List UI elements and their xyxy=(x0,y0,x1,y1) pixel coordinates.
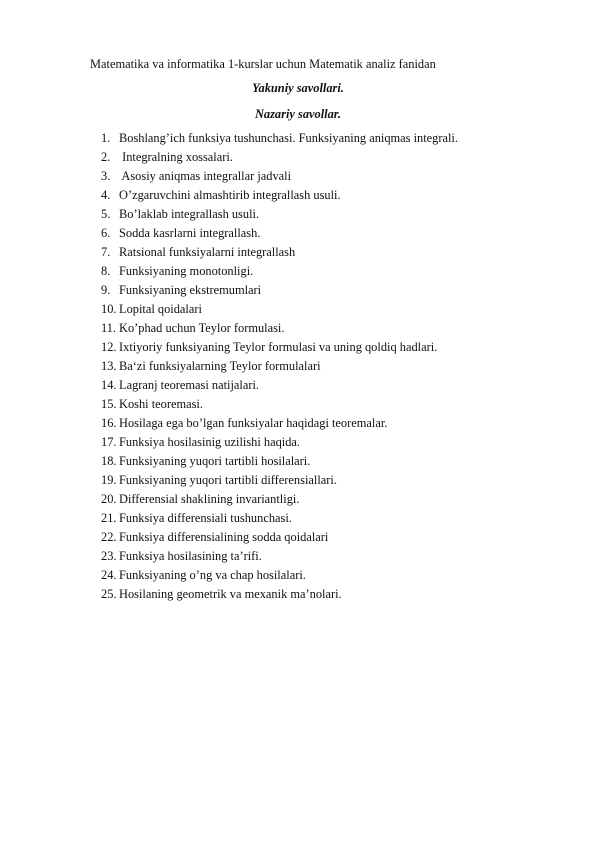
item-text: Funksiya hosilasinig uzilishi haqida. xyxy=(119,435,301,449)
item-text: Funksiya differensialining sodda qoidalari xyxy=(119,530,329,544)
item-text: Funksiyaning monotonligi. xyxy=(119,264,254,278)
list-item xyxy=(101,338,458,357)
list-item xyxy=(101,528,458,547)
item-number: 12. xyxy=(101,340,117,354)
item-text: Boshlang’ich funksiya tushunchasi. Funksiyaning aniqmas integrali. xyxy=(119,131,458,145)
list-item xyxy=(101,281,458,300)
item-text: Funksiyaning yuqori tartibli hosilalari. xyxy=(119,454,311,468)
list-item xyxy=(101,414,458,433)
item-number: 18. xyxy=(101,454,117,468)
item-text: O’zgaruvchini almashtirib integrallash usuli. xyxy=(119,188,341,202)
list-item xyxy=(101,357,458,376)
item-number: 5. xyxy=(101,207,111,221)
item-number: 7. xyxy=(101,245,111,259)
list-item xyxy=(101,376,458,395)
item-number: 1. xyxy=(101,131,111,145)
list-item xyxy=(101,262,458,281)
list-item xyxy=(101,471,458,490)
item-number: 9. xyxy=(101,283,111,297)
list-item xyxy=(101,319,458,338)
item-text: Asosiy aniqmas integrallar jadvali xyxy=(119,169,292,183)
list-item xyxy=(101,452,458,471)
item-number: 15. xyxy=(101,397,117,411)
list-item xyxy=(101,490,458,509)
list-item xyxy=(101,395,458,414)
item-number: 23. xyxy=(101,549,117,563)
item-text: Funksiya differensiali tushunchasi. xyxy=(119,511,292,525)
item-number: 21. xyxy=(101,511,117,525)
item-number: 4. xyxy=(101,188,111,202)
list-item xyxy=(101,547,458,566)
list-item xyxy=(101,224,458,243)
item-number: 11. xyxy=(101,321,117,335)
item-number: 25. xyxy=(101,587,117,601)
item-text: Bo’laklab integrallash usuli. xyxy=(119,207,260,221)
item-number: 2. xyxy=(101,150,111,164)
item-number: 24. xyxy=(101,568,117,582)
list-item xyxy=(101,186,458,205)
item-text: Funksiya hosilasining ta’rifi. xyxy=(119,549,262,563)
item-number: 13. xyxy=(101,359,117,373)
item-text: Lopital qoidalari xyxy=(119,302,202,316)
item-number: 20. xyxy=(101,492,117,506)
item-text: Hosilaga ega bo’lgan funksiyalar haqidagi teoremalar. xyxy=(119,416,388,430)
question-list xyxy=(101,129,458,604)
item-number: 16. xyxy=(101,416,117,430)
item-number: 19. xyxy=(101,473,117,487)
list-item xyxy=(101,566,458,585)
item-text: Funksiyaning ekstremumlari xyxy=(119,283,262,297)
document-header: Matematika va informatika 1-kurslar uchun Matematik analiz fanidan xyxy=(90,57,436,71)
item-text: Ba‘zi funksiyalarning Teylor formulalari xyxy=(119,359,321,373)
item-number: 17. xyxy=(101,435,117,449)
item-text: Koshi teoremasi. xyxy=(119,397,203,411)
list-item xyxy=(101,129,458,148)
item-number: 3. xyxy=(101,169,111,183)
item-number: 14. xyxy=(101,378,117,392)
list-item xyxy=(101,300,458,319)
item-text: Ratsional funksiyalarni integrallash xyxy=(119,245,296,259)
list-item xyxy=(101,167,458,186)
item-text: Ixtiyoriy funksiyaning Teylor formulasi va uning qoldiq hadlari. xyxy=(119,340,438,354)
item-text: Lagranj teoremasi natijalari. xyxy=(119,378,260,392)
section-title: Nazariy savollar. xyxy=(254,107,342,121)
item-text: Integralning xossalari. xyxy=(119,150,233,164)
list-item xyxy=(101,148,458,167)
item-number: 6. xyxy=(101,226,111,240)
list-item xyxy=(101,509,458,528)
item-text: Funksiyaning o’ng va chap hosilalari. xyxy=(119,568,306,582)
item-text: Funksiyaning yuqori tartibli differensiallari. xyxy=(119,473,337,487)
item-number: 22. xyxy=(101,530,117,544)
item-text: Ko’phad uchun Teylor formulasi. xyxy=(119,321,285,335)
item-text: Sodda kasrlarni integrallash. xyxy=(119,226,261,240)
item-number: 10. xyxy=(101,302,117,316)
item-text: Differensial shaklining invariantligi. xyxy=(119,492,300,506)
list-item xyxy=(101,243,458,262)
list-item xyxy=(101,205,458,224)
list-item xyxy=(101,585,458,604)
list-item xyxy=(101,433,458,452)
item-text: Hosilaning geometrik va mexanik ma’nolari. xyxy=(119,587,342,601)
document-title: Yakuniy savollari. xyxy=(252,81,344,95)
item-number: 8. xyxy=(101,264,111,278)
